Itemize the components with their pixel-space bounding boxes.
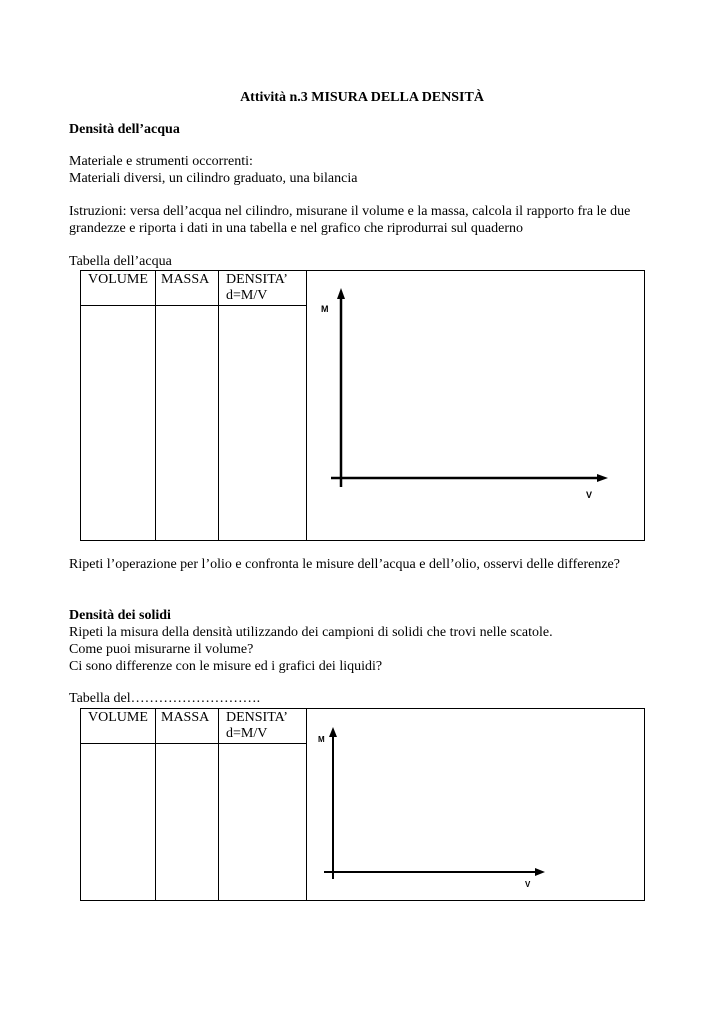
instructions-line-1: Istruzioni: versa dell’acqua nel cilindro, misurane il volume e la massa, calcola il rapporto fra le due xyxy=(69,204,631,219)
x-axis-arrow xyxy=(597,474,608,482)
x-axis-label: V xyxy=(525,880,531,889)
column-header-volume: VOLUME xyxy=(88,710,148,725)
y-axis-arrow xyxy=(329,727,337,737)
section-water-heading: Densità dell’acqua xyxy=(69,122,180,137)
y-axis-arrow xyxy=(337,288,345,299)
y-axis-label: M xyxy=(321,304,329,314)
column-divider xyxy=(155,709,156,900)
density-formula: d=M/V xyxy=(226,288,268,303)
column-header-densita: DENSITA’ xyxy=(226,272,288,287)
mass-volume-graph xyxy=(306,709,644,900)
x-axis-label: V xyxy=(586,490,593,500)
instructions-line-2: grandezze e riporta i dati in una tabella e nel grafico che riprodurrai sul quaderno xyxy=(69,221,524,236)
page-title: Attività n.3 MISURA DELLA DENSITÀ xyxy=(240,90,484,105)
column-header-massa: MASSA xyxy=(161,272,210,287)
column-header-densita: DENSITA’ xyxy=(226,710,288,725)
solids-table-caption: Tabella del………………………. xyxy=(69,691,261,706)
column-header-massa: MASSA xyxy=(161,710,210,725)
materials-text: Materiali diversi, un cilindro graduato, una bilancia xyxy=(69,171,358,186)
section-solids-heading: Densità dei solidi xyxy=(69,608,171,623)
column-divider xyxy=(218,709,219,900)
water-table-caption: Tabella dell’acqua xyxy=(69,254,172,269)
water-table xyxy=(80,270,645,541)
solids-line-1: Ripeti la misura della densità utilizzando dei campioni di solidi che trovi nelle scatole. xyxy=(69,625,553,640)
solids-table xyxy=(80,708,645,901)
materials-label: Materiale e strumenti occorrenti: xyxy=(69,154,253,169)
x-axis-arrow xyxy=(535,868,545,876)
header-divider xyxy=(81,305,306,306)
header-divider xyxy=(81,743,306,744)
column-header-volume: VOLUME xyxy=(88,272,148,287)
y-axis-label: M xyxy=(318,735,325,744)
density-formula: d=M/V xyxy=(226,726,268,741)
solids-line-2: Come puoi misurarne il volume? xyxy=(69,642,254,657)
column-divider xyxy=(218,271,219,540)
solids-line-3: Ci sono differenze con le misure ed i grafici dei liquidi? xyxy=(69,659,383,674)
column-divider xyxy=(155,271,156,540)
mass-volume-graph xyxy=(306,271,644,540)
repeat-oil-text: Ripeti l’operazione per l’olio e confronta le misure dell’acqua e dell’olio, osservi delle differenze? xyxy=(69,557,620,572)
